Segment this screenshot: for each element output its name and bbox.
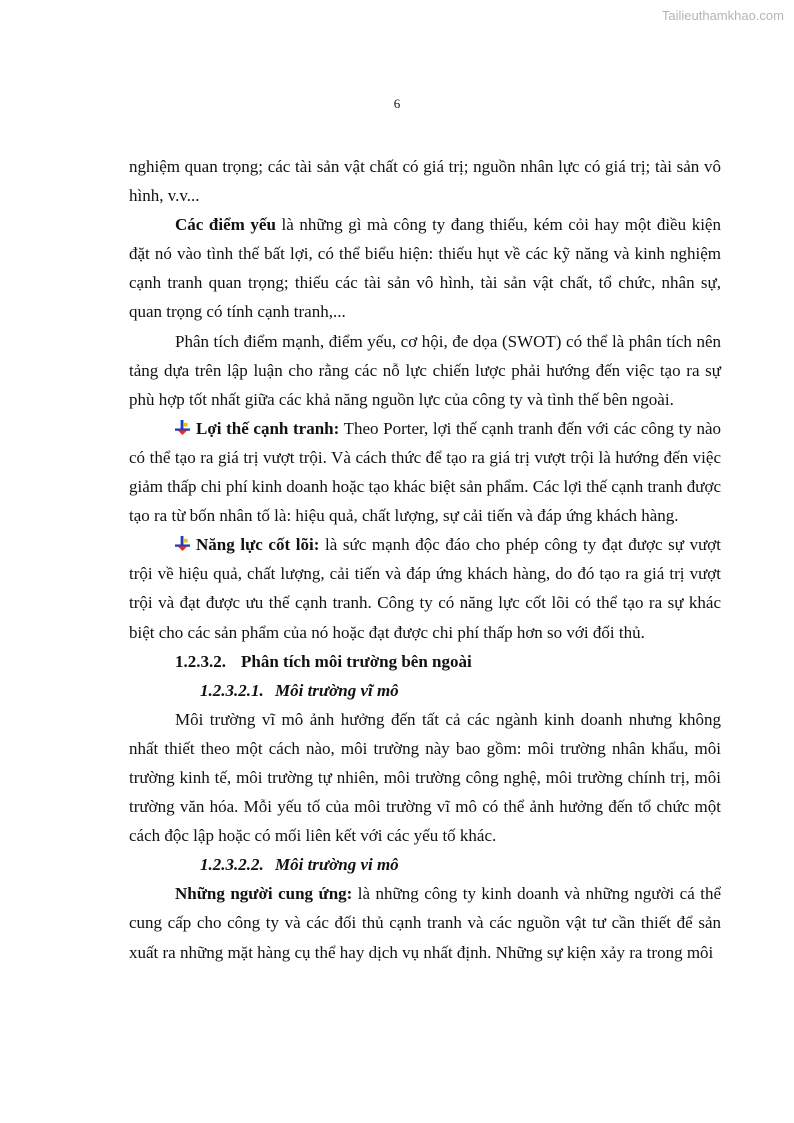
paragraph (129, 210, 721, 326)
document-body (129, 152, 721, 967)
paragraph-text: Theo Porter, lợi thế cạnh tranh đến với các công ty nào có thể tạo ra giá trị vượt trội. Và cách thức để tạo ra giá trị vượt trội là hướng đến việc giảm thấp chi phí kinh doanh hoặc tạo khác biệt sản phẩm. Các lợi thế cạnh tranh được tạo ra từ bốn nhân tố là: hiệu quả, chất lượng, sự cải tiến và đáp ứng khách hàng. (129, 418, 721, 526)
subsection-number: 1.2.3.2.2. (200, 855, 264, 875)
term-competitive-advantage: Lợi thế cạnh tranh: (196, 418, 340, 438)
subsection-heading (129, 850, 721, 879)
bullet-paragraph (129, 530, 721, 646)
section-number: 1.2.3.2. (175, 651, 226, 671)
paragraph: Phân tích điểm mạnh, điểm yếu, cơ hội, đe dọa (SWOT) có thể là phân tích nên tảng dựa trên lập luận cho rằng các nỗ lực chiến lược phải hướng đến việc tạo ra sự phù hợp tốt nhất giữa các khả năng nguồn lực của công ty và tình thế bên ngoài. (129, 331, 721, 409)
paragraph: Môi trường vĩ mô ảnh hưởng đến tất cả các ngành kinh doanh nhưng không nhất thiết theo một cách nào, môi trường này bao gồm: môi trường nhân khẩu, môi trường kinh tế, môi trường tự nhiên, môi trường công nghệ, môi trường chính trị, môi trường văn hóa. Mỗi yếu tố của môi trường vĩ mô có thể ảnh hưởng đến tổ chức một cách độc lập hoặc có mối liên kết với các yếu tố khác. (129, 709, 721, 846)
subsection-title: Môi trường vĩ mô (275, 680, 399, 700)
term-core-competency: Năng lực cốt lõi: (196, 535, 320, 555)
section-heading (129, 647, 721, 676)
bullet-paragraph (129, 414, 721, 530)
subsection-title: Môi trường vi mô (275, 855, 399, 875)
arrow-down-right-bullet-icon (175, 420, 190, 435)
section-title: Phân tích môi trường bên ngoài (241, 651, 472, 671)
term-suppliers: Những người cung ứng: (175, 884, 353, 904)
subsection-heading (129, 676, 721, 705)
page-number: 6 (393, 96, 401, 111)
term-weaknesses: Các điểm yếu (175, 215, 276, 235)
watermark: Tailieuthamkhao.com (661, 8, 784, 23)
paragraph-text: là những gì mà công ty đang thiếu, kém cỏi hay một điều kiện đặt nó vào tình thế bất lợi, có thể biểu hiện: thiếu hụt về các kỹ năng và kinh nghiệm cạnh tranh quan trọng; thiếu các tài sản vô hình, tài sản vật chất, tổ chức, nhân sự, quan trọng có tính cạnh tranh,... (129, 215, 721, 322)
paragraph (129, 879, 721, 966)
paragraph-text: là sức mạnh độc đáo cho phép công ty đạt được sự vượt trội về hiệu quả, chất lượng, cải tiến và đáp ứng khách hàng, do đó tạo ra giá trị vượt trội và đạt được ưu thế cạnh tranh. Công ty có năng lực cốt lõi có thể tạo ra sự khác biệt cho các sản phẩm của nó hoặc đạt được chi phí thấp hơn so với đối thủ. (129, 535, 722, 642)
arrow-down-right-bullet-icon (175, 536, 190, 551)
paragraph: nghiệm quan trọng; các tài sản vật chất có giá trị; nguồn nhân lực có giá trị; tài sản vô hình, v.v... (129, 157, 721, 206)
subsection-number: 1.2.3.2.1. (200, 680, 264, 700)
paragraph-text: là những công ty kinh doanh và những người cá thể cung cấp cho công ty và các đối thủ cạnh tranh và các nguồn vật tư cần thiết để sản xuất ra những mặt hàng cụ thể hay dịch vụ nhất định. Những sự kiện xảy ra trong môi (129, 884, 721, 962)
